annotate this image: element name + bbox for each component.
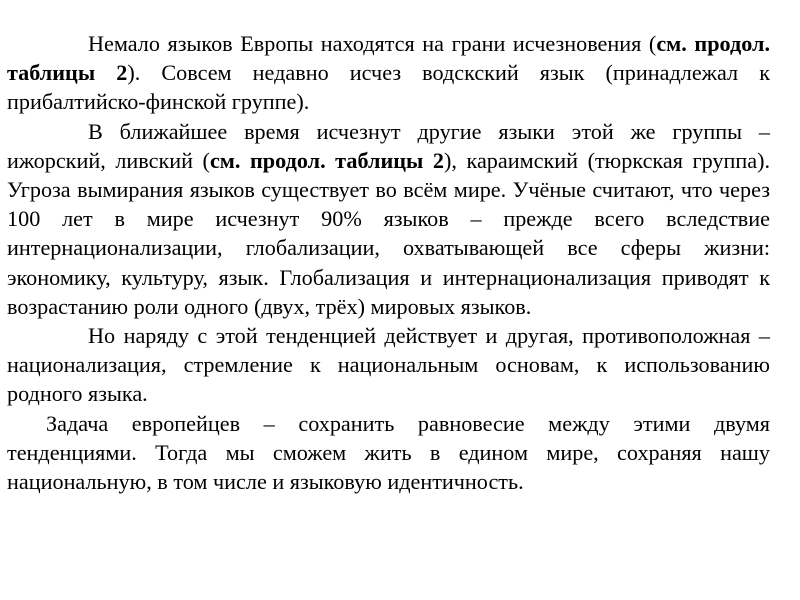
paragraph-1-run-3: ). Совсем недавно исчез водскский язык (принадлежал к прибалтийско-финской группе). bbox=[7, 60, 770, 115]
paragraph-2 bbox=[7, 117, 770, 321]
paragraph-4-run-1: Задача европейцев – сохранить равновесие между этими двумя тенденциями. Тогда мы сможем жить в едином мире, сохраняя нашу национальную, в том числе и языковую идентичность. bbox=[7, 410, 770, 495]
paragraph-1 bbox=[7, 29, 770, 117]
paragraph-3 bbox=[7, 321, 770, 409]
paragraph-3-run-1: Но наряду с этой тенденцией действует и другая, противоположная – национализация, стремление к национальным основам, к использованию родного языка. bbox=[7, 323, 770, 407]
table-reference-2: см. продол. таблицы 2 bbox=[209, 147, 444, 173]
paragraph-2-run-3: ), караимский (тюркская группа). Угроза вымирания языков существует во всём мире. Учёные считают, что через 100 лет в мире исчезнут 90% языков – прежде всего вследствие интернационализации, глобализации, охватывающей все сферы жизни: экономику, культуру, язык. Глобализация и интернационализация приводят к возрастанию роли одного (двух, трёх) мировых языков. bbox=[7, 147, 771, 319]
paragraph-1-run-1: Немало языков Европы находятся на грани исчезновения ( bbox=[88, 31, 657, 56]
slide-text-body bbox=[7, 29, 770, 496]
paragraph-2-run-1: В ближайшее время исчезнут другие языки этой же группы – ижорский, ливский ( bbox=[7, 118, 770, 173]
table-reference-1: см. продол. таблицы 2 bbox=[7, 31, 771, 86]
paragraph-4 bbox=[7, 409, 770, 497]
